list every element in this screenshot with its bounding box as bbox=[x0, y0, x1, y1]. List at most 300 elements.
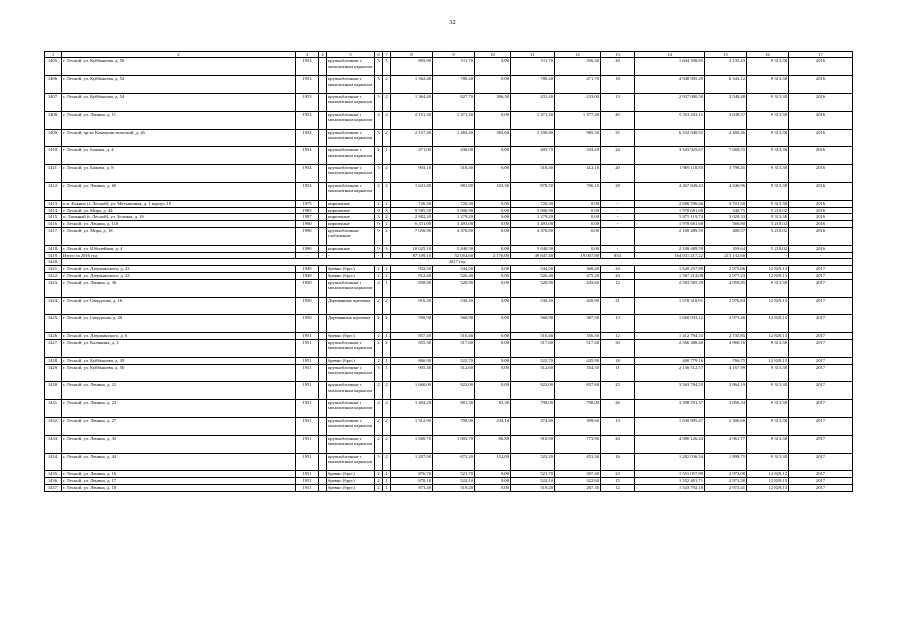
table-cell: 20 bbox=[601, 58, 635, 76]
table-cell: 2016 bbox=[789, 227, 853, 245]
table-cell: 24 bbox=[601, 266, 635, 273]
table-cell: 0,00 bbox=[475, 297, 511, 315]
table-cell: 52 054,60 bbox=[433, 252, 475, 259]
table-cell: 798,00 bbox=[511, 400, 555, 418]
table-cell: 1951 bbox=[296, 382, 319, 400]
table-cell: 0,00 bbox=[475, 111, 511, 129]
table-row bbox=[45, 333, 853, 340]
table-cell: 521,70 bbox=[511, 471, 555, 478]
table-cell: 0,00 bbox=[475, 364, 511, 382]
table-row bbox=[45, 297, 853, 315]
table-row bbox=[45, 94, 853, 112]
table-cell: 11 bbox=[601, 364, 635, 382]
table-cell: г. Лесной, ул. Ленина, д. 27 bbox=[62, 417, 296, 435]
table-cell: 1 494,20 bbox=[391, 400, 433, 418]
table-cell: 1 003,70 bbox=[433, 435, 475, 453]
table-cell: 2 bbox=[375, 339, 383, 357]
table-cell: 1415. bbox=[45, 214, 62, 221]
table-cell: 1 578 318,91 bbox=[635, 297, 705, 315]
table-cell: 2 bbox=[383, 76, 391, 94]
table-cell: 522,70 bbox=[511, 357, 555, 364]
table-cell: 521,70 bbox=[433, 471, 475, 478]
column-header: 9 bbox=[433, 52, 475, 58]
table-cell: 445,90 bbox=[555, 357, 601, 364]
table-cell: 356,30 bbox=[555, 58, 601, 76]
table-cell: 1954 bbox=[296, 165, 319, 183]
table-cell: - bbox=[375, 252, 383, 259]
table-cell: 9 313,38 bbox=[747, 147, 789, 165]
table-row bbox=[45, 200, 853, 207]
table-cell: 322,60 bbox=[555, 478, 601, 485]
table-cell: 9 bbox=[375, 245, 383, 252]
table-cell bbox=[319, 147, 327, 165]
table-cell: 405,70 bbox=[511, 147, 555, 165]
table-cell: крупноблочные с монолитным каркасом bbox=[327, 400, 375, 418]
year-row bbox=[45, 259, 853, 266]
table-cell: 5 840,50 bbox=[433, 245, 475, 252]
table-cell: 2016 bbox=[789, 182, 853, 200]
table-cell: 916,90 bbox=[511, 435, 555, 453]
table-cell: 3 bbox=[383, 245, 391, 252]
table-cell: 9 313,38 bbox=[747, 400, 789, 418]
table-cell: 522,10 bbox=[433, 478, 475, 485]
table-cell bbox=[319, 227, 327, 245]
table-row bbox=[45, 147, 853, 165]
table-cell: 1951 bbox=[296, 484, 319, 491]
table-cell: 1953 bbox=[296, 58, 319, 76]
table-cell: 2 bbox=[375, 471, 383, 478]
table-cell: 511,70 bbox=[511, 58, 555, 76]
table-cell: 12 829,13 bbox=[747, 484, 789, 491]
table-cell: 3 029,33 bbox=[705, 214, 747, 221]
table-cell: г. Лесной, ул. Ленина, д. 11 bbox=[62, 111, 296, 129]
table-cell: 3 491,00 bbox=[511, 221, 555, 228]
table-cell: кирпичные bbox=[327, 207, 375, 214]
table-cell: 12 829,13 bbox=[747, 357, 789, 364]
table-cell: 1422. bbox=[45, 272, 62, 279]
table-cell: 18 bbox=[601, 357, 635, 364]
table-cell: 1 471,30 bbox=[511, 111, 555, 129]
table-row bbox=[45, 417, 853, 435]
table-cell: 1 bbox=[383, 478, 391, 485]
table-cell: 1953 bbox=[296, 76, 319, 94]
table-cell: 2 bbox=[383, 453, 391, 471]
table-cell: 2017 bbox=[789, 484, 853, 491]
table-cell: 15 bbox=[601, 478, 635, 485]
table-cell: 396,30 bbox=[475, 94, 511, 112]
table-cell bbox=[319, 364, 327, 382]
table-cell: 1 bbox=[383, 484, 391, 491]
table-cell: 3 491,00 bbox=[433, 221, 475, 228]
table-cell: 1 bbox=[383, 364, 391, 382]
table-cell: 2 157,40 bbox=[391, 129, 433, 147]
table-cell: 9 313,38 bbox=[747, 200, 789, 207]
year-label: 2017 год bbox=[62, 259, 853, 266]
table-cell: 2 bbox=[375, 478, 383, 485]
table-cell: 1951 bbox=[296, 478, 319, 485]
table-cell bbox=[319, 435, 327, 453]
table-cell: 2 bbox=[383, 227, 391, 245]
table-cell: 858,90 bbox=[391, 279, 433, 297]
table-cell: крупноблочные с монолитным каркасом bbox=[327, 382, 375, 400]
table-cell: 922,00 bbox=[433, 382, 475, 400]
table-cell: 1428. bbox=[45, 357, 62, 364]
table-cell: 1 604 398,85 bbox=[635, 58, 705, 76]
table-cell: 12 829,13 bbox=[747, 266, 789, 273]
table-cell: 4 980 126,43 bbox=[635, 435, 705, 453]
table-cell: 6 311,00 bbox=[391, 221, 433, 228]
table-cell: 1433. bbox=[45, 435, 62, 453]
table-row bbox=[45, 364, 853, 382]
table-cell: 1990 bbox=[296, 221, 319, 228]
table-cell: 1435. bbox=[45, 471, 62, 478]
table-row bbox=[45, 315, 853, 333]
table-cell: - bbox=[601, 227, 635, 245]
table-cell: 1950 bbox=[296, 297, 319, 315]
table-cell: 1 207,90 bbox=[391, 453, 433, 471]
table-cell: 2 975,46 bbox=[705, 315, 747, 333]
table-cell: 2 bbox=[383, 315, 391, 333]
table-cell: 4 961,77 bbox=[705, 435, 747, 453]
table-cell: 14 bbox=[601, 417, 635, 435]
table-row bbox=[45, 382, 853, 400]
table-cell: 854 bbox=[601, 252, 635, 259]
table-cell: 1985 bbox=[296, 207, 319, 214]
table-cell: 9 bbox=[375, 227, 383, 245]
table-cell: 1951 bbox=[296, 357, 319, 364]
table-cell: 726,30 bbox=[391, 200, 433, 207]
table-cell: 1427. bbox=[45, 339, 62, 357]
table-cell: 443,60 bbox=[555, 279, 601, 297]
table-cell bbox=[319, 333, 327, 340]
table-cell: 0,00 bbox=[555, 245, 601, 252]
table-cell: 4 960,16 bbox=[705, 339, 747, 357]
table-cell: 1406. bbox=[45, 76, 62, 94]
table-cell: 19 007,80 bbox=[555, 252, 601, 259]
table-cell: 6 343,12 bbox=[705, 76, 747, 94]
table-cell: 530,20 bbox=[433, 297, 475, 315]
table-cell: 780,20 bbox=[433, 76, 475, 94]
table-row bbox=[45, 165, 853, 183]
table-cell: 544,50 bbox=[433, 266, 475, 273]
table-cell: 519,20 bbox=[433, 484, 475, 491]
table-cell: 5 218,02 bbox=[747, 245, 789, 252]
table-cell: 2017 bbox=[789, 453, 853, 471]
table-cell bbox=[319, 207, 327, 214]
table-cell: 2 300,60 bbox=[705, 417, 747, 435]
table-cell: крупноблочные с монолитным каркасом bbox=[327, 111, 375, 129]
table-cell: 25 bbox=[601, 382, 635, 400]
table-cell: 12 bbox=[601, 333, 635, 340]
table-cell: 2 bbox=[383, 266, 391, 273]
table-cell: 356,50 bbox=[555, 333, 601, 340]
table-cell: 2 bbox=[375, 357, 383, 364]
table-cell bbox=[319, 245, 327, 252]
table-cell: кирпичные bbox=[327, 221, 375, 228]
table-cell: 873,40 bbox=[391, 484, 433, 491]
table-cell: 1951 bbox=[296, 417, 319, 435]
table-cell: 3 864,19 bbox=[705, 382, 747, 400]
table-cell: 2 136 512,57 bbox=[635, 364, 705, 382]
table-cell: 4 267 849,43 bbox=[635, 182, 705, 200]
table-cell: 3 bbox=[383, 207, 391, 214]
table-cell: - bbox=[383, 252, 391, 259]
table-cell: 9 bbox=[375, 207, 383, 214]
table-cell: 12 829,13 bbox=[747, 315, 789, 333]
table-row bbox=[45, 272, 853, 279]
table-cell: 9 313,38 bbox=[747, 453, 789, 471]
table-cell: 895,90 bbox=[391, 58, 433, 76]
table-cell: крупноблочные с монолитным каркасом bbox=[327, 58, 375, 76]
table-cell: 916,20 bbox=[391, 297, 433, 315]
table-cell: 412,10 bbox=[555, 165, 601, 183]
table-cell bbox=[319, 297, 327, 315]
table-cell: 87 109,10 bbox=[391, 252, 433, 259]
table-cell: 526,40 bbox=[511, 272, 555, 279]
table-cell: 2 975,66 bbox=[705, 266, 747, 273]
table-cell: 24 bbox=[601, 147, 635, 165]
table-cell: 1409. bbox=[45, 129, 62, 147]
table-cell: 1 562,40 bbox=[391, 76, 433, 94]
table-cell: 2 688 596,66 bbox=[635, 200, 705, 207]
table-cell: 1 567 214,08 bbox=[635, 272, 705, 279]
table-cell: 512,60 bbox=[511, 364, 555, 382]
table-cell: 1 552 401,71 bbox=[635, 478, 705, 485]
table-cell: 2016 bbox=[789, 111, 853, 129]
table-cell: 855,30 bbox=[391, 339, 433, 357]
table-cell: 2 bbox=[375, 484, 383, 491]
table-cell: 522,10 bbox=[511, 478, 555, 485]
table-cell: 3 135,43 bbox=[705, 58, 747, 76]
table-cell: 5 806,90 bbox=[511, 207, 555, 214]
table-cell: 3 548,48 bbox=[705, 94, 747, 112]
table-cell: 1990 bbox=[296, 227, 319, 245]
table-cell: 0,00 bbox=[475, 58, 511, 76]
table-row bbox=[45, 279, 853, 297]
table-cell: 520,90 bbox=[433, 279, 475, 297]
table-cell: 985,50 bbox=[555, 129, 601, 147]
table-cell: г. Лесной, ул. Дзержинского, д. 23 bbox=[62, 272, 296, 279]
table-cell: 9 313,38 bbox=[747, 364, 789, 382]
table-cell: 0,00 bbox=[555, 207, 601, 214]
table-cell: 9 313,38 bbox=[747, 417, 789, 435]
table-cell: 436,00 bbox=[433, 147, 475, 165]
table-cell bbox=[319, 182, 327, 200]
table-cell: 2 151,30 bbox=[391, 111, 433, 129]
table-row bbox=[45, 435, 853, 453]
table-cell: 2016 bbox=[789, 214, 853, 221]
column-header: 3 bbox=[296, 52, 319, 58]
table-cell: 3 bbox=[375, 214, 383, 221]
table-cell: 2 bbox=[383, 94, 391, 112]
table-cell: 1418. bbox=[45, 245, 62, 252]
column-header: 12 bbox=[555, 52, 601, 58]
table-cell: 0,00 bbox=[555, 227, 601, 245]
table-cell: г. Лесной, ул. Ленина, д. 17 bbox=[62, 478, 296, 485]
table-cell: 2 937 080,50 bbox=[635, 94, 705, 112]
table-cell: 2017 bbox=[789, 435, 853, 453]
table-cell: 471,00 bbox=[391, 147, 433, 165]
table-cell: 2016 bbox=[789, 165, 853, 183]
table-cell: 13 bbox=[601, 94, 635, 112]
table-cell: 2017 bbox=[789, 297, 853, 315]
column-header: 2 bbox=[62, 52, 296, 58]
table-cell: 912,40 bbox=[391, 272, 433, 279]
table-cell: 26 bbox=[601, 400, 635, 418]
table-cell: 354,50 bbox=[555, 364, 601, 382]
table-cell: г. Лесной, ул. Ленина, д. 16 bbox=[62, 471, 296, 478]
table-cell: 2 973,38 bbox=[705, 478, 747, 485]
table-cell: 2 bbox=[375, 200, 383, 207]
table-cell: 518,40 bbox=[511, 165, 555, 183]
table-cell: 0,00 bbox=[475, 165, 511, 183]
table-cell: 2016 bbox=[789, 129, 853, 147]
table-cell: 1426. bbox=[45, 333, 62, 340]
table-row bbox=[45, 58, 853, 76]
table-cell: 3 bbox=[375, 58, 383, 76]
table-cell: 922,00 bbox=[511, 382, 555, 400]
table-cell: 1954 bbox=[296, 129, 319, 147]
table-cell: 2 bbox=[383, 400, 391, 418]
table-cell: 2 bbox=[375, 147, 383, 165]
table-cell: 2 bbox=[383, 111, 391, 129]
table-cell: 3 bbox=[375, 129, 383, 147]
column-header: 8 bbox=[391, 52, 433, 58]
table-row bbox=[45, 76, 853, 94]
table-cell: 726,30 bbox=[511, 200, 555, 207]
table-cell: г. Лесной, ул. Мира, д. 44 bbox=[62, 207, 296, 214]
table-cell: 2 100 489,59 bbox=[635, 227, 705, 245]
table-cell: 766,75 bbox=[705, 357, 747, 364]
table-cell: 0,00 bbox=[475, 76, 511, 94]
table-cell: 2 100 489,59 bbox=[635, 245, 705, 252]
table-cell: крупноблочные с монолитным каркасом bbox=[327, 339, 375, 357]
table-cell: 2 bbox=[383, 417, 391, 435]
table-cell: 0,00 bbox=[475, 279, 511, 297]
table-cell: 708,90 bbox=[433, 417, 475, 435]
table-cell: г. Лесной, ул. Бажова, д. 4 bbox=[62, 147, 296, 165]
table-cell: 2016 bbox=[789, 147, 853, 165]
table-cell: крупноблочные с монолитным каркасом bbox=[327, 435, 375, 453]
table-cell: 1953 bbox=[296, 111, 319, 129]
table-cell: г. Лесной, ул. Свердлова, д. 16 bbox=[62, 297, 296, 315]
table-cell: 2017 bbox=[789, 279, 853, 297]
table-cell: 1411. bbox=[45, 165, 62, 183]
table-cell bbox=[319, 76, 327, 94]
table-cell: 9 bbox=[375, 221, 383, 228]
table-cell: г. Лесной, ул. Ленина, д. 21 bbox=[62, 382, 296, 400]
table-cell: 2017 bbox=[789, 364, 853, 382]
table-cell: 7 056,90 bbox=[391, 227, 433, 245]
table-cell: 1430. bbox=[45, 382, 62, 400]
total-row bbox=[45, 252, 853, 259]
table-cell: 0,00 bbox=[475, 484, 511, 491]
table-cell: 1 620 257,89 bbox=[635, 266, 705, 273]
table-cell: г. Лесной, ул. Ленина, д. 35 bbox=[62, 435, 296, 453]
table-cell: 1951 bbox=[296, 471, 319, 478]
table-cell: крупноблочные с монолитным каркасом bbox=[327, 453, 375, 471]
table-cell: 2 bbox=[375, 266, 383, 273]
table-row bbox=[45, 111, 853, 129]
table-cell: 12 829,13 bbox=[747, 333, 789, 340]
table-cell: 1431. bbox=[45, 400, 62, 418]
table-cell: 2 bbox=[383, 272, 391, 279]
table-cell: 5 806,90 bbox=[433, 207, 475, 214]
table-cell: 1 969 118,85 bbox=[635, 165, 705, 183]
table-cell: 2 bbox=[375, 182, 383, 200]
table-cell: 2 bbox=[375, 382, 383, 400]
table-cell: 3 638,57 bbox=[705, 111, 747, 129]
table-cell: 164 031 217,22 bbox=[635, 252, 705, 259]
table-cell: 1 bbox=[383, 58, 391, 76]
table-cell: 2017 bbox=[789, 272, 853, 279]
table-cell: 16 bbox=[601, 453, 635, 471]
table-cell: 4 400,46 bbox=[705, 129, 747, 147]
table-cell: 1437. bbox=[45, 484, 62, 491]
table-cell: 1953 bbox=[296, 94, 319, 112]
table-cell: 1 279,20 bbox=[511, 214, 555, 221]
table-cell: 1951 bbox=[296, 453, 319, 471]
table-cell: 518,40 bbox=[433, 165, 475, 183]
table-row bbox=[45, 182, 853, 200]
table-body bbox=[45, 52, 853, 492]
table-row bbox=[45, 400, 853, 418]
row-number: 1420. bbox=[45, 259, 62, 266]
table-cell: 773,90 bbox=[555, 435, 601, 453]
table-cell: 1416. bbox=[45, 221, 62, 228]
table-cell: 23 bbox=[601, 471, 635, 478]
table-cell: 0,00 bbox=[475, 357, 511, 364]
table-cell: 905,40 bbox=[391, 364, 433, 382]
table-cell: 5 353 433,11 bbox=[635, 111, 705, 129]
column-header: 6 bbox=[375, 52, 383, 58]
table-cell: 1407. bbox=[45, 94, 62, 112]
table-cell: крупноблочные с монолитным каркасом bbox=[327, 417, 375, 435]
table-cell: крупноблочные с монолитным каркасом bbox=[327, 147, 375, 165]
table-cell: 1 279,20 bbox=[433, 214, 475, 221]
table-cell: 0,00 bbox=[475, 245, 511, 252]
table-cell: 1 978 681,68 bbox=[635, 221, 705, 228]
table-cell: брeвно (брус) bbox=[327, 357, 375, 364]
table-cell: 2 bbox=[383, 200, 391, 207]
table-cell bbox=[319, 94, 327, 112]
table-cell: 267,30 bbox=[555, 484, 601, 491]
table-cell: 520,90 bbox=[511, 279, 555, 297]
table-cell: 981,80 bbox=[433, 182, 475, 200]
table-cell: 1954 bbox=[296, 147, 319, 165]
table-cell: 516,40 bbox=[433, 333, 475, 340]
table-cell: 0,00 bbox=[475, 382, 511, 400]
table-cell: 798,00 bbox=[555, 400, 601, 418]
table-cell: 2 973,08 bbox=[705, 471, 747, 478]
table-cell bbox=[319, 417, 327, 435]
table-cell: 2 bbox=[383, 435, 391, 453]
table-cell: 5 218,02 bbox=[747, 221, 789, 228]
table-cell: 1951 bbox=[296, 435, 319, 453]
table-cell: 706,10 bbox=[555, 182, 601, 200]
table-cell: 9 313,38 bbox=[747, 58, 789, 76]
table-cell: - bbox=[296, 252, 319, 259]
table-cell: 2016 bbox=[789, 76, 853, 94]
table-cell bbox=[319, 478, 327, 485]
table-cell: п. Таежный (г. Лесной), ул. Зеленая, д. 16 bbox=[62, 214, 296, 221]
table-cell: 3 bbox=[375, 364, 383, 382]
table-cell: 1 641,80 bbox=[391, 182, 433, 200]
table-cell: 544,50 bbox=[511, 266, 555, 273]
table-cell: крупноблочные с монолитным каркасом bbox=[327, 94, 375, 112]
table-cell: п.п. Елкино (г. Лесной), ул. Мельничная, д. 1 корпус 10 bbox=[62, 200, 296, 207]
table-cell: 3 bbox=[375, 76, 383, 94]
